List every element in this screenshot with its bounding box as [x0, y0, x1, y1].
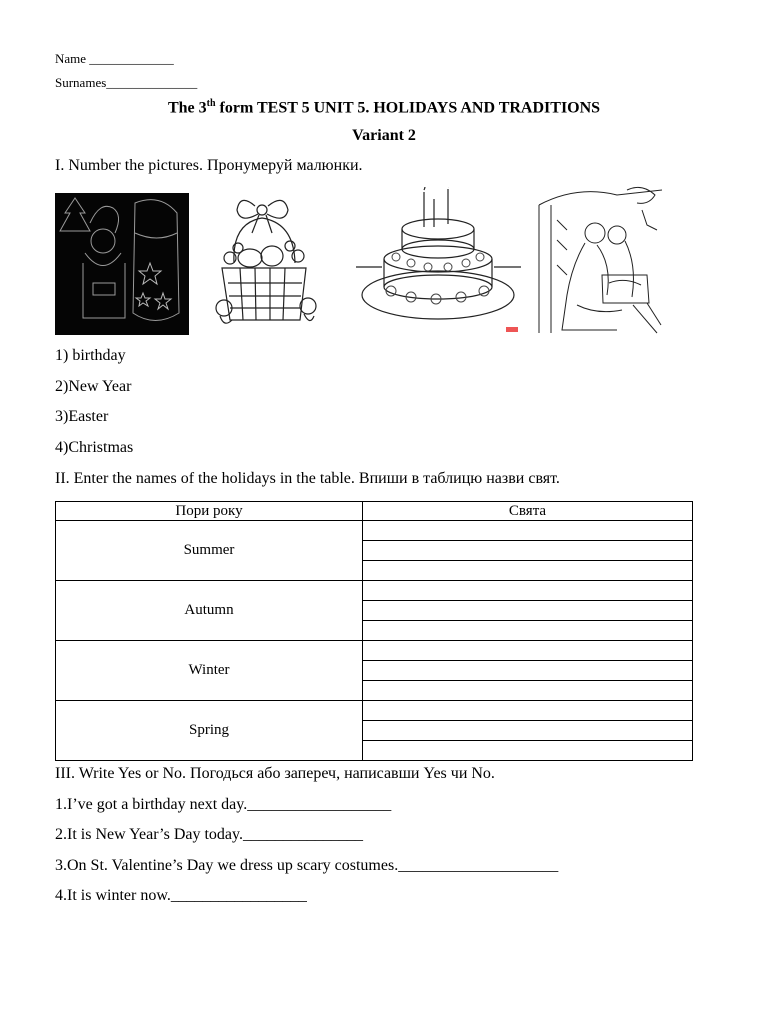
- question-1[interactable]: 1.I’ve got a birthday next day.__________________: [55, 796, 392, 813]
- holiday-cell[interactable]: [363, 601, 693, 621]
- option-christmas: 4)Christmas: [55, 439, 134, 456]
- season-winter: Winter: [56, 641, 363, 701]
- birthday-cake-icon: [356, 187, 521, 335]
- easter-basket-icon: [210, 188, 322, 333]
- holiday-cell[interactable]: [363, 621, 693, 641]
- name-line: [55, 51, 174, 67]
- question-4[interactable]: 4.It is winter now._________________: [55, 887, 307, 904]
- name-blank[interactable]: _____________: [89, 51, 174, 66]
- title-pre: The 3: [167, 99, 207, 117]
- title-sup: th: [206, 98, 216, 109]
- table-row: [56, 701, 693, 721]
- surnames-line: [55, 75, 197, 91]
- holiday-cell[interactable]: [363, 541, 693, 561]
- task2-instruction: II. Enter the names of the holidays in the table. Впиши в таблицю назви свят.: [55, 470, 560, 487]
- page-title: [0, 98, 768, 117]
- holiday-cell[interactable]: [363, 741, 693, 761]
- table-header-row: [56, 502, 693, 521]
- holiday-cell[interactable]: [363, 641, 693, 661]
- season-spring: Spring: [56, 701, 363, 761]
- option-new-year: 2)New Year: [55, 378, 132, 395]
- table-row: [56, 641, 693, 661]
- holiday-cell[interactable]: [363, 701, 693, 721]
- task1-instruction: I. Number the pictures. Пронумеруй малюнки.: [55, 157, 363, 174]
- season-autumn: Autumn: [56, 581, 363, 641]
- holiday-cell[interactable]: [363, 681, 693, 701]
- table-row: [56, 581, 693, 601]
- santa-claus-dark-icon: [55, 193, 189, 335]
- option-birthday: 1) birthday: [55, 347, 126, 364]
- col-holidays-header: Свята: [363, 502, 693, 521]
- question-2[interactable]: 2.It is New Year’s Day today._______________: [55, 826, 363, 843]
- table-row: [56, 521, 693, 541]
- variant-title: Variant 2: [352, 127, 416, 144]
- question-3[interactable]: 3.On St. Valentine’s Day we dress up scary costumes.____________________: [55, 857, 559, 874]
- holiday-cell[interactable]: [363, 581, 693, 601]
- surnames-label: Surnames: [55, 75, 107, 90]
- season-summer: Summer: [56, 521, 363, 581]
- holiday-cell[interactable]: [363, 661, 693, 681]
- surnames-blank[interactable]: ______________: [106, 75, 198, 90]
- option-easter: 3)Easter: [55, 408, 109, 425]
- holiday-cell[interactable]: [363, 561, 693, 581]
- col-season-header: Пори року: [56, 502, 363, 521]
- title-post: form TEST 5 UNIT 5. HOLIDAYS AND TRADITIONS: [215, 99, 601, 117]
- holiday-cell[interactable]: [363, 521, 693, 541]
- nativity-scene-icon: [537, 185, 665, 335]
- task3-instruction: III. Write Yes or No. Погодься або запереч, написавши Yes чи No.: [55, 765, 495, 782]
- holiday-cell[interactable]: [363, 721, 693, 741]
- name-label: Name: [55, 51, 87, 66]
- holidays-table: [55, 501, 693, 761]
